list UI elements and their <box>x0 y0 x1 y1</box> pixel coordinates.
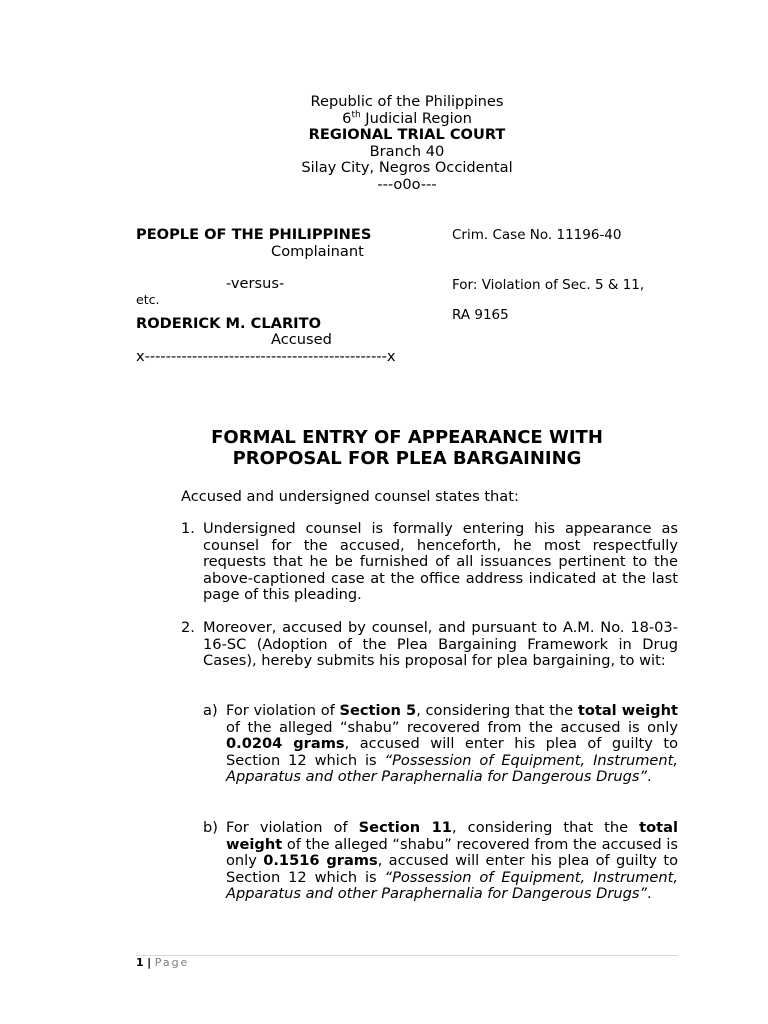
page-number: 1 <box>136 956 144 969</box>
title-line-1: FORMAL ENTRY OF APPEARANCE WITH <box>211 427 603 448</box>
violation-label: For: Violation of Sec. 5 & 11, <box>452 276 645 293</box>
case-number: Crim. Case No. 11196-40 <box>452 227 622 243</box>
etc-label: etc. <box>136 291 160 307</box>
plaintiff-name: PEOPLE OF THE PHILIPPINES <box>136 226 372 243</box>
header-court-name: REGIONAL TRIAL COURT <box>308 126 506 143</box>
sub-item-label: b) <box>203 819 218 836</box>
caption-divider: x----------------------------------------------x <box>136 347 396 365</box>
list-item-text: Moreover, accused by counsel, and pursuant to A.M. No. 18-03-16-SC (Adoption of the Plea Bargaining Framework in Drug Cases), hereby submits his proposal for plea bargaining, to wit: <box>203 619 678 669</box>
court-header <box>0 94 768 193</box>
list-item-1 <box>181 521 678 604</box>
sub-item-a <box>203 703 678 786</box>
sub-item-text: For violation of Section 11, considering that the total weight of the alleged “shabu” recovered from the accused is only 0.1516 grams, accused will enter his plea of guilty to Section 12 which is “Possession of Equipment, Instrument, Apparatus and other Paraphernalia for Dangerous Drugs”. <box>226 819 678 902</box>
case-caption-parties <box>136 227 436 365</box>
plaintiff-role: Complainant <box>271 242 364 260</box>
list-number: 2. <box>181 619 195 636</box>
header-judicial-region: 6th Judicial Region <box>342 109 472 127</box>
header-republic: Republic of the Philippines <box>310 93 504 110</box>
sub-item-label: a) <box>203 702 218 719</box>
footer-separator: | <box>147 956 152 969</box>
footer-divider <box>136 955 678 956</box>
document-title <box>150 427 664 469</box>
header-ornament: ---o0o--- <box>377 175 437 193</box>
republic-act: RA 9165 <box>452 307 509 323</box>
sub-item-b <box>203 820 678 903</box>
list-number: 1. <box>181 520 195 537</box>
intro-statement: Accused and undersigned counsel states that: <box>181 488 519 505</box>
sub-item-text: For violation of Section 5, considering that the total weight of the alleged “shabu” recovered from the accused is only 0.0204 grams, accused will enter his plea of guilty to Section 12 which is “Possession of Equipment, Instrument, Apparatus and other Paraphernalia for Dangerous Drugs”. <box>226 702 679 785</box>
list-item-2 <box>181 620 678 670</box>
header-branch: Branch 40 <box>369 142 445 160</box>
page-footer <box>136 956 189 970</box>
case-caption-details <box>452 227 682 324</box>
accused-name: RODERICK M. CLARITO <box>136 314 321 332</box>
accused-role: Accused <box>271 331 332 348</box>
versus-label: -versus- <box>226 275 285 292</box>
title-line-2: PROPOSAL FOR PLEA BARGAINING <box>232 448 582 469</box>
page-label: Page <box>154 956 190 969</box>
header-location: Silay City, Negros Occidental <box>301 159 513 176</box>
list-item-text: Undersigned counsel is formally entering his appearance as counsel for the accused, henceforth, he most respectfully requests that he be furnished of all issuances pertinent to the above-captioned case at the office address indicated at the last page of this pleading. <box>203 520 678 603</box>
